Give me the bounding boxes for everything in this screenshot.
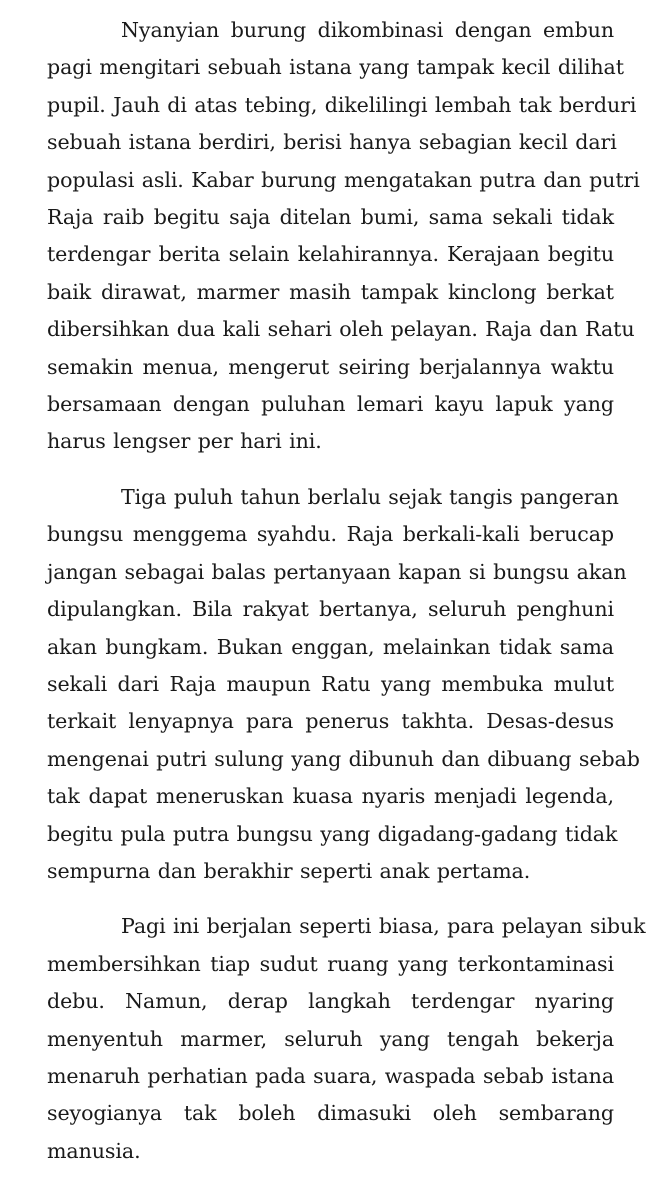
paragraph-spacer	[47, 890, 614, 908]
text-line: menaruh perhatian pada suara, waspada sebab istana	[47, 1063, 614, 1088]
text-line: dibersihkan dua kali sehari oleh pelayan. Raja dan Ratu	[47, 317, 635, 342]
text-line: menyentuh marmer, seluruh yang tengah bekerja	[47, 1026, 614, 1051]
text-line: Tiga puluh tahun berlalu sejak tangis pangeran	[121, 484, 619, 509]
text-line: begitu pula putra bungsu yang digadang-gadang tidak	[47, 821, 618, 846]
text-line: sempurna dan berakhir seperti anak pertama.	[47, 858, 531, 883]
text-line: populasi asli. Kabar burung mengatakan putra dan putri	[47, 167, 640, 192]
text-line: tak dapat meneruskan kuasa nyaris menjadi legenda,	[47, 784, 614, 809]
text-line: semakin menua, mengerut seiring berjalannya waktu	[47, 354, 614, 379]
text-line: jangan sebagai balas pertanyaan kapan si bungsu akan	[47, 559, 627, 584]
text-line: seyogianya tak boleh dimasuki oleh sembarang	[47, 1101, 614, 1126]
text-line: bersamaan dengan puluhan lemari kayu lapuk yang	[47, 392, 614, 417]
text-line: dipulangkan. Bila rakyat bertanya, seluruh penghuni	[47, 597, 614, 622]
text-line: terdengar berita selain kelahirannya. Kerajaan begitu	[47, 242, 614, 267]
paragraph-1	[47, 12, 640, 461]
paragraph-2	[47, 479, 640, 890]
text-line: baik dirawat, marmer masih tampak kinclong berkat	[47, 279, 614, 304]
text-line: terkait lenyapnya para penerus takhta. Desas-desus	[47, 709, 614, 734]
text-line: manusia.	[47, 1138, 141, 1163]
text-line: mengenai putri sulung yang dibunuh dan dibuang sebab	[47, 746, 640, 771]
text-line: pagi mengitari sebuah istana yang tampak kecil dilihat	[47, 55, 624, 80]
text-line: sekali dari Raja maupun Ratu yang membuka mulut	[47, 671, 614, 696]
text-line: Pagi ini berjalan seperti biasa, para pelayan sibuk	[121, 914, 646, 939]
text-line: sebuah istana berdiri, berisi hanya sebagian kecil dari	[47, 130, 617, 155]
text-line: debu. Namun, derap langkah terdengar nyaring	[47, 989, 614, 1014]
text-line: Nyanyian burung dikombinasi dengan embun	[121, 18, 614, 42]
text-line: harus lengser per hari ini.	[47, 429, 322, 454]
text-line: akan bungkam. Bukan enggan, melainkan tidak sama	[47, 634, 614, 659]
text-line: membersihkan tiap sudut ruang yang terkontaminasi	[47, 951, 614, 976]
paragraph-spacer	[47, 461, 614, 479]
text-line: bungsu menggema syahdu. Raja berkali-kali berucap	[47, 522, 614, 547]
paragraph-3	[47, 908, 646, 1170]
text-line: pupil. Jauh di atas tebing, dikelilingi lembah tak berduri	[47, 92, 637, 117]
document-page	[47, 12, 646, 1170]
text-line: Raja raib begitu saja ditelan bumi, sama sekali tidak	[47, 205, 614, 230]
